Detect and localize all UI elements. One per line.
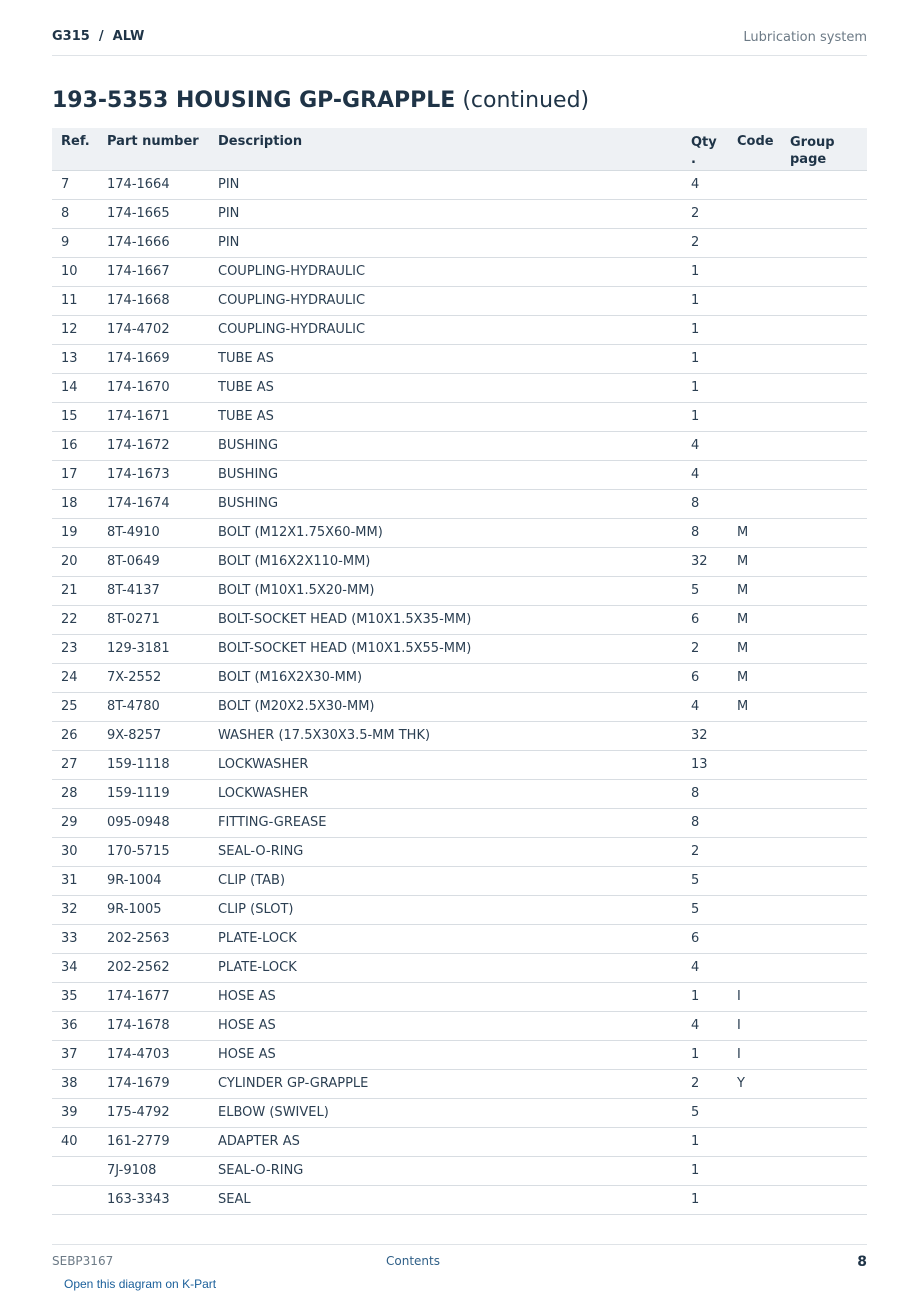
cell-qty: 1 [682,344,728,373]
cell-qty: 2 [682,199,728,228]
cell-description: PIN [209,199,682,228]
cell-code [728,1156,781,1185]
model-label: G315 / ALW [52,29,145,44]
cell-description: BOLT (M16X2X110-MM) [209,547,682,576]
cell-code [728,460,781,489]
cell-ref: 21 [52,576,98,605]
cell-group-page [781,982,867,1011]
cell-part-number: 170-5715 [98,837,209,866]
open-diagram-kpart-link[interactable]: Open this diagram on K-Part [64,1277,217,1291]
cell-description: TUBE AS [209,402,682,431]
cell-description: CYLINDER GP-GRAPPLE [209,1069,682,1098]
page-title [52,88,589,113]
cell-qty: 4 [682,953,728,982]
cell-ref [52,1156,98,1185]
cell-code [728,199,781,228]
cell-ref: 40 [52,1127,98,1156]
cell-code [728,779,781,808]
cell-code [728,953,781,982]
cell-part-number: 174-1678 [98,1011,209,1040]
table-row [52,228,867,257]
table-row [52,460,867,489]
cell-part-number: 9X-8257 [98,721,209,750]
contents-link[interactable]: Contents [386,1254,440,1268]
cell-part-number: 7X-2552 [98,663,209,692]
cell-ref: 34 [52,953,98,982]
table-row [52,924,867,953]
cell-part-number: 9R-1004 [98,866,209,895]
cell-ref: 39 [52,1098,98,1127]
cell-code [728,1185,781,1214]
cell-code: I [728,1040,781,1069]
cell-ref: 25 [52,692,98,721]
cell-code: M [728,634,781,663]
cell-group-page [781,1098,867,1127]
cell-qty: 32 [682,721,728,750]
cell-qty: 1 [682,1156,728,1185]
cell-qty: 1 [682,373,728,402]
cell-ref: 36 [52,1011,98,1040]
cell-code: I [728,982,781,1011]
cell-code: Y [728,1069,781,1098]
cell-group-page [781,866,867,895]
cell-code [728,489,781,518]
cell-group-page [781,779,867,808]
cell-code [728,431,781,460]
cell-ref: 7 [52,170,98,199]
table-row [52,1127,867,1156]
cell-part-number: 174-1665 [98,199,209,228]
column-header-ref: Ref. [52,128,98,170]
cell-qty: 2 [682,228,728,257]
cell-group-page [781,1156,867,1185]
parts-table [52,128,867,1215]
table-row [52,199,867,228]
cell-code [728,750,781,779]
cell-part-number: 8T-4780 [98,692,209,721]
cell-ref: 27 [52,750,98,779]
table-row [52,315,867,344]
column-header-qty: Qty . [682,128,728,170]
cell-group-page [781,315,867,344]
table-row [52,1011,867,1040]
cell-part-number: 129-3181 [98,634,209,663]
cell-ref: 15 [52,402,98,431]
cell-group-page [781,373,867,402]
cell-group-page [781,605,867,634]
cell-part-number: 174-1669 [98,344,209,373]
cell-code [728,228,781,257]
cell-part-number: 7J-9108 [98,1156,209,1185]
cell-code: M [728,663,781,692]
cell-part-number: 174-1679 [98,1069,209,1098]
cell-group-page [781,924,867,953]
cell-ref: 13 [52,344,98,373]
cell-qty: 1 [682,1040,728,1069]
cell-description: BUSHING [209,489,682,518]
cell-group-page [781,1127,867,1156]
cell-qty: 1 [682,982,728,1011]
cell-part-number: 202-2563 [98,924,209,953]
cell-description: WASHER (17.5X30X3.5-MM THK) [209,721,682,750]
table-row [52,866,867,895]
cell-ref: 32 [52,895,98,924]
cell-qty: 1 [682,402,728,431]
cell-qty: 1 [682,1127,728,1156]
cell-ref: 9 [52,228,98,257]
cell-code [728,1098,781,1127]
cell-description: BOLT-SOCKET HEAD (M10X1.5X55-MM) [209,634,682,663]
cell-group-page [781,402,867,431]
cell-group-page [781,170,867,199]
cell-part-number: 174-1668 [98,286,209,315]
cell-part-number: 202-2562 [98,953,209,982]
cell-qty: 4 [682,692,728,721]
cell-part-number: 174-1677 [98,982,209,1011]
cell-qty: 8 [682,808,728,837]
title-suffix: (continued) [455,88,590,113]
cell-qty: 4 [682,460,728,489]
cell-ref: 14 [52,373,98,402]
table-row [52,373,867,402]
cell-qty: 8 [682,489,728,518]
cell-group-page [781,199,867,228]
cell-ref: 38 [52,1069,98,1098]
cell-description: SEAL [209,1185,682,1214]
parts-table-body [52,170,867,1214]
cell-ref: 20 [52,547,98,576]
cell-description: COUPLING-HYDRAULIC [209,286,682,315]
page-number: 8 [857,1254,867,1270]
cell-code: I [728,1011,781,1040]
cell-description: LOCKWASHER [209,750,682,779]
table-row [52,576,867,605]
cell-description: COUPLING-HYDRAULIC [209,257,682,286]
cell-qty: 1 [682,257,728,286]
cell-group-page [781,228,867,257]
cell-ref: 18 [52,489,98,518]
table-row [52,895,867,924]
cell-description: CLIP (TAB) [209,866,682,895]
cell-qty: 6 [682,605,728,634]
cell-qty: 6 [682,663,728,692]
document-id: SEBP3167 [52,1254,114,1268]
cell-ref: 35 [52,982,98,1011]
cell-part-number: 174-1667 [98,257,209,286]
cell-part-number: 174-4702 [98,315,209,344]
table-row [52,547,867,576]
table-row [52,779,867,808]
cell-code: M [728,547,781,576]
cell-ref: 19 [52,518,98,547]
cell-ref: 12 [52,315,98,344]
cell-code [728,837,781,866]
cell-part-number: 8T-4137 [98,576,209,605]
cell-description: SEAL-O-RING [209,837,682,866]
cell-code [728,866,781,895]
cell-part-number: 159-1119 [98,779,209,808]
table-row [52,286,867,315]
table-row [52,808,867,837]
cell-ref: 28 [52,779,98,808]
table-row [52,257,867,286]
cell-group-page [781,721,867,750]
cell-description: BUSHING [209,460,682,489]
table-row [52,605,867,634]
cell-group-page [781,895,867,924]
cell-part-number: 163-3343 [98,1185,209,1214]
cell-code [728,257,781,286]
cell-group-page [781,460,867,489]
cell-qty: 2 [682,1069,728,1098]
cell-group-page [781,663,867,692]
cell-code [728,170,781,199]
cell-part-number: 8T-0271 [98,605,209,634]
cell-group-page [781,837,867,866]
cell-description: BOLT (M16X2X30-MM) [209,663,682,692]
table-row [52,663,867,692]
cell-group-page [781,518,867,547]
cell-qty: 8 [682,779,728,808]
cell-description: COUPLING-HYDRAULIC [209,315,682,344]
table-row [52,721,867,750]
table-row [52,953,867,982]
column-header-code: Code [728,128,781,170]
table-row [52,1069,867,1098]
cell-code [728,373,781,402]
column-header-group-page: Group page [781,128,867,170]
table-row [52,750,867,779]
cell-qty: 1 [682,1185,728,1214]
table-row [52,431,867,460]
cell-description: CLIP (SLOT) [209,895,682,924]
cell-part-number: 161-2779 [98,1127,209,1156]
table-row [52,402,867,431]
table-row [52,489,867,518]
cell-description: HOSE AS [209,1040,682,1069]
cell-description: BOLT (M20X2.5X30-MM) [209,692,682,721]
cell-part-number: 174-1672 [98,431,209,460]
cell-code [728,924,781,953]
cell-code [728,808,781,837]
cell-group-page [781,576,867,605]
cell-group-page [781,953,867,982]
cell-code [728,895,781,924]
cell-description: HOSE AS [209,1011,682,1040]
cell-part-number: 174-1671 [98,402,209,431]
cell-ref: 31 [52,866,98,895]
cell-part-number: 175-4792 [98,1098,209,1127]
cell-group-page [781,547,867,576]
table-row [52,1098,867,1127]
cell-description: PIN [209,170,682,199]
table-row [52,1040,867,1069]
cell-description: FITTING-GREASE [209,808,682,837]
table-header-row [52,128,867,170]
cell-code [728,315,781,344]
cell-code: M [728,692,781,721]
cell-code [728,286,781,315]
cell-description: LOCKWASHER [209,779,682,808]
cell-code [728,344,781,373]
cell-qty: 5 [682,576,728,605]
cell-qty: 32 [682,547,728,576]
cell-qty: 1 [682,315,728,344]
cell-qty: 4 [682,170,728,199]
cell-description: PLATE-LOCK [209,953,682,982]
cell-ref [52,1185,98,1214]
cell-group-page [781,257,867,286]
cell-description: ADAPTER AS [209,1127,682,1156]
cell-group-page [781,1011,867,1040]
cell-ref: 29 [52,808,98,837]
cell-part-number: 174-4703 [98,1040,209,1069]
cell-code [728,721,781,750]
cell-description: BUSHING [209,431,682,460]
table-row [52,692,867,721]
cell-ref: 16 [52,431,98,460]
cell-part-number: 174-1664 [98,170,209,199]
cell-part-number: 159-1118 [98,750,209,779]
cell-code: M [728,576,781,605]
cell-code [728,402,781,431]
cell-description: TUBE AS [209,344,682,373]
cell-part-number: 9R-1005 [98,895,209,924]
cell-group-page [781,431,867,460]
cell-group-page [781,692,867,721]
cell-ref: 24 [52,663,98,692]
page-header [52,29,867,56]
cell-part-number: 174-1673 [98,460,209,489]
cell-qty: 4 [682,1011,728,1040]
table-row [52,1156,867,1185]
column-header-part-number: Part number [98,128,209,170]
table-row [52,982,867,1011]
title-main: 193-5353 HOUSING GP-GRAPPLE [52,88,456,113]
cell-group-page [781,344,867,373]
cell-qty: 2 [682,837,728,866]
cell-group-page [781,1069,867,1098]
cell-qty: 6 [682,924,728,953]
cell-ref: 11 [52,286,98,315]
cell-ref: 8 [52,199,98,228]
cell-ref: 17 [52,460,98,489]
cell-qty: 13 [682,750,728,779]
cell-group-page [781,286,867,315]
cell-part-number: 095-0948 [98,808,209,837]
cell-part-number: 8T-0649 [98,547,209,576]
column-header-description: Description [209,128,682,170]
cell-part-number: 174-1674 [98,489,209,518]
cell-code: M [728,605,781,634]
cell-ref: 10 [52,257,98,286]
cell-qty: 2 [682,634,728,663]
table-row [52,518,867,547]
section-label: Lubrication system [743,30,867,45]
cell-group-page [781,634,867,663]
cell-description: ELBOW (SWIVEL) [209,1098,682,1127]
cell-description: PIN [209,228,682,257]
cell-description: HOSE AS [209,982,682,1011]
cell-description: PLATE-LOCK [209,924,682,953]
cell-part-number: 174-1670 [98,373,209,402]
cell-group-page [781,750,867,779]
cell-description: TUBE AS [209,373,682,402]
table-row [52,170,867,199]
cell-code: M [728,518,781,547]
cell-group-page [781,1040,867,1069]
cell-qty: 1 [682,286,728,315]
table-row [52,344,867,373]
cell-qty: 5 [682,895,728,924]
cell-description: BOLT (M12X1.75X60-MM) [209,518,682,547]
cell-part-number: 174-1666 [98,228,209,257]
page-footer [52,1244,867,1275]
cell-code [728,1127,781,1156]
cell-description: BOLT-SOCKET HEAD (M10X1.5X35-MM) [209,605,682,634]
cell-description: SEAL-O-RING [209,1156,682,1185]
cell-qty: 4 [682,431,728,460]
table-row [52,634,867,663]
cell-qty: 8 [682,518,728,547]
cell-part-number: 8T-4910 [98,518,209,547]
cell-ref: 30 [52,837,98,866]
cell-qty: 5 [682,1098,728,1127]
table-row [52,1185,867,1214]
cell-ref: 22 [52,605,98,634]
cell-ref: 33 [52,924,98,953]
cell-ref: 37 [52,1040,98,1069]
cell-group-page [781,489,867,518]
cell-description: BOLT (M10X1.5X20-MM) [209,576,682,605]
cell-ref: 26 [52,721,98,750]
cell-group-page [781,808,867,837]
cell-qty: 5 [682,866,728,895]
table-row [52,837,867,866]
cell-ref: 23 [52,634,98,663]
cell-group-page [781,1185,867,1214]
